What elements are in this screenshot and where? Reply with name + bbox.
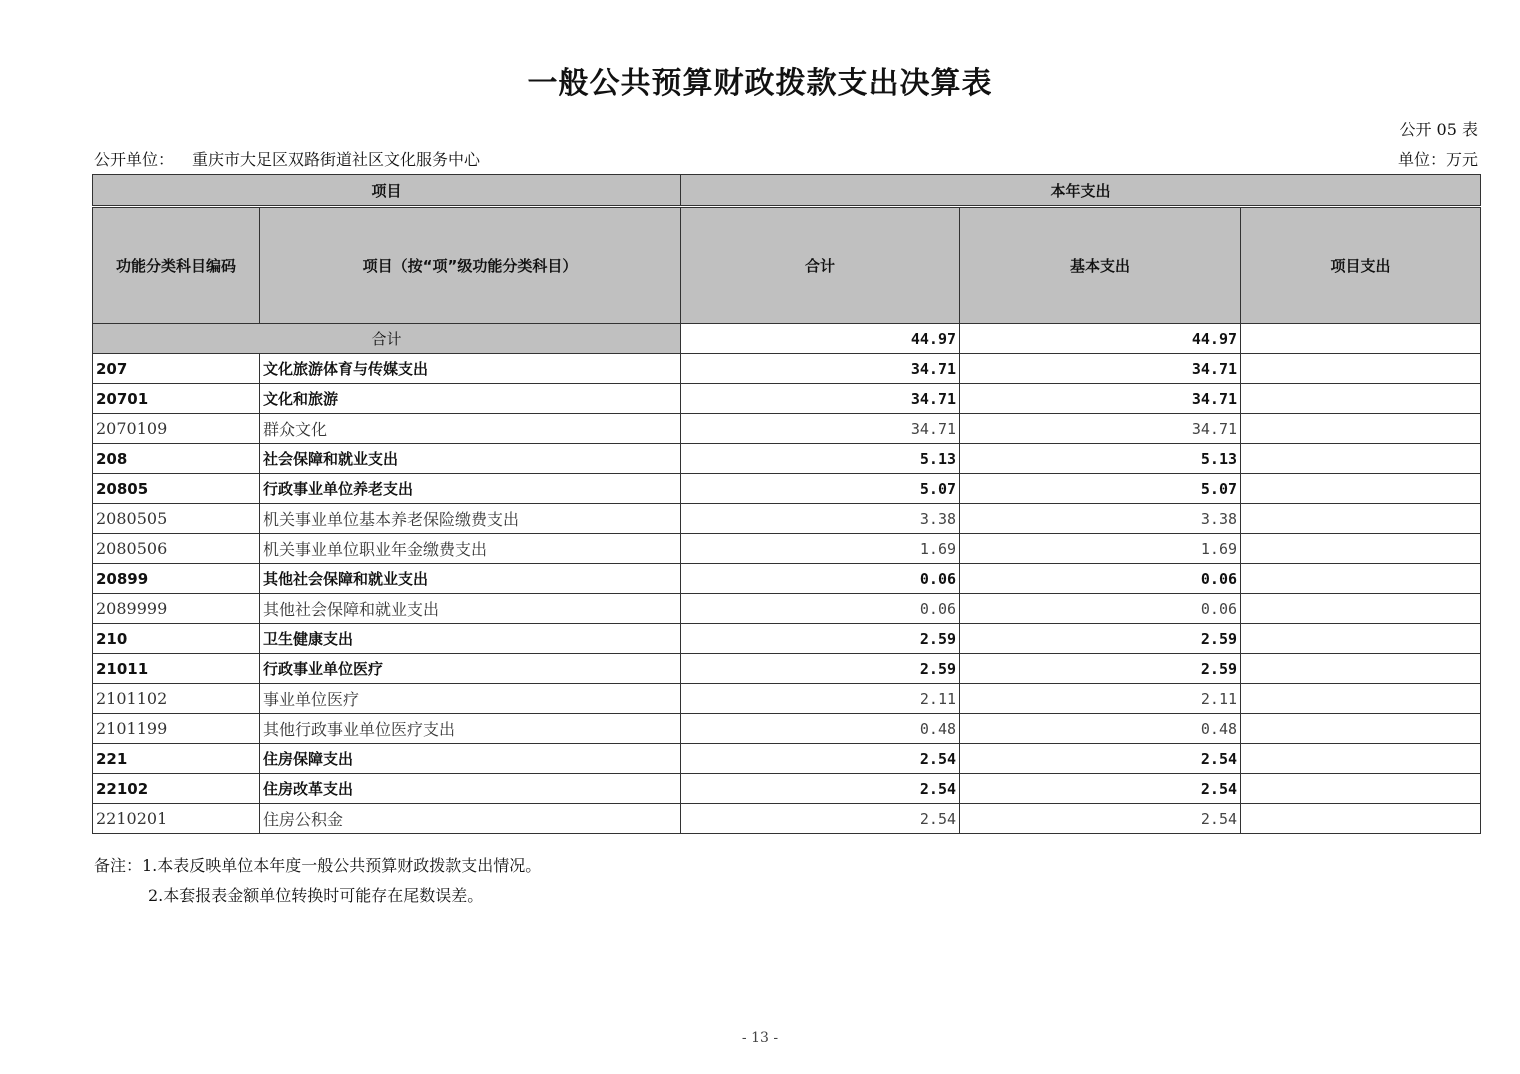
row-project — [1241, 714, 1481, 744]
row-name: 行政事业单位医疗 — [260, 654, 681, 684]
header-row-2 — [93, 207, 1481, 324]
row-code: 21011 — [93, 654, 260, 684]
row-total: 2.54 — [681, 774, 960, 804]
table-row — [93, 774, 1481, 804]
row-project — [1241, 684, 1481, 714]
header-basic: 基本支出 — [960, 207, 1241, 324]
row-name: 群众文化 — [260, 414, 681, 444]
row-basic: 0.06 — [960, 564, 1241, 594]
row-name: 事业单位医疗 — [260, 684, 681, 714]
row-total: 34.71 — [681, 354, 960, 384]
row-basic: 5.07 — [960, 474, 1241, 504]
row-name: 住房公积金 — [260, 804, 681, 834]
row-basic: 2.54 — [960, 804, 1241, 834]
row-total: 3.38 — [681, 504, 960, 534]
header-item-name: 项目（按“项”级功能分类科目） — [260, 207, 681, 324]
row-total: 1.69 — [681, 534, 960, 564]
row-name: 其他行政事业单位医疗支出 — [260, 714, 681, 744]
row-name: 行政事业单位养老支出 — [260, 474, 681, 504]
row-total: 0.06 — [681, 564, 960, 594]
row-project — [1241, 774, 1481, 804]
row-total: 34.71 — [681, 414, 960, 444]
table-row — [93, 384, 1481, 414]
table-row — [93, 534, 1481, 564]
row-code: 2101102 — [93, 684, 260, 714]
row-project — [1241, 654, 1481, 684]
row-basic: 2.59 — [960, 624, 1241, 654]
row-project — [1241, 534, 1481, 564]
row-basic: 3.38 — [960, 504, 1241, 534]
table-row — [93, 504, 1481, 534]
row-code: 20701 — [93, 384, 260, 414]
header-current-year: 本年支出 — [681, 175, 1481, 207]
row-total: 0.06 — [681, 594, 960, 624]
row-code: 210 — [93, 624, 260, 654]
header-total: 合计 — [681, 207, 960, 324]
row-total: 2.59 — [681, 654, 960, 684]
note-line-2: 2.本套报表金额单位转换时可能存在尾数误差。 — [148, 886, 484, 905]
table-row — [93, 564, 1481, 594]
row-name: 社会保障和就业支出 — [260, 444, 681, 474]
total-label: 合计 — [93, 324, 681, 354]
row-code: 2101199 — [93, 714, 260, 744]
table-row — [93, 414, 1481, 444]
row-code: 2080506 — [93, 534, 260, 564]
table-row — [93, 624, 1481, 654]
table-row — [93, 654, 1481, 684]
table-row — [93, 594, 1481, 624]
row-basic: 2.54 — [960, 744, 1241, 774]
row-basic: 0.06 — [960, 594, 1241, 624]
row-basic: 34.71 — [960, 384, 1241, 414]
total-amount: 44.97 — [681, 324, 960, 354]
row-project — [1241, 354, 1481, 384]
row-total: 5.13 — [681, 444, 960, 474]
form-number: 公开 05 表 — [1399, 120, 1478, 139]
row-code: 2089999 — [93, 594, 260, 624]
header-code: 功能分类科目编码 — [93, 207, 260, 324]
header-project-exp: 项目支出 — [1241, 207, 1481, 324]
reporting-unit-label: 公开单位： — [94, 150, 175, 169]
row-project — [1241, 504, 1481, 534]
row-code: 20805 — [93, 474, 260, 504]
total-basic: 44.97 — [960, 324, 1241, 354]
row-name: 其他社会保障和就业支出 — [260, 564, 681, 594]
row-total: 2.54 — [681, 744, 960, 774]
row-project — [1241, 804, 1481, 834]
row-name: 住房改革支出 — [260, 774, 681, 804]
currency-unit: 单位：万元 — [1397, 150, 1478, 169]
row-basic: 34.71 — [960, 414, 1241, 444]
row-total: 34.71 — [681, 384, 960, 414]
row-basic: 2.54 — [960, 774, 1241, 804]
row-basic: 2.11 — [960, 684, 1241, 714]
row-code: 208 — [93, 444, 260, 474]
row-name: 机关事业单位基本养老保险缴费支出 — [260, 504, 681, 534]
row-project — [1241, 594, 1481, 624]
row-code: 22102 — [93, 774, 260, 804]
row-project — [1241, 444, 1481, 474]
row-code: 2070109 — [93, 414, 260, 444]
row-basic: 1.69 — [960, 534, 1241, 564]
row-project — [1241, 564, 1481, 594]
table-row — [93, 714, 1481, 744]
row-name: 机关事业单位职业年金缴费支出 — [260, 534, 681, 564]
row-project — [1241, 474, 1481, 504]
note-line-1: 备注：1.本表反映单位本年度一般公共预算财政拨款支出情况。 — [94, 856, 542, 875]
row-basic: 0.48 — [960, 714, 1241, 744]
total-row — [93, 324, 1481, 354]
total-project — [1241, 324, 1481, 354]
row-name: 文化和旅游 — [260, 384, 681, 414]
expenditure-table — [92, 174, 1481, 834]
row-total: 0.48 — [681, 714, 960, 744]
row-project — [1241, 414, 1481, 444]
row-code: 2080505 — [93, 504, 260, 534]
table-row — [93, 354, 1481, 384]
notes — [94, 851, 541, 911]
table-row — [93, 444, 1481, 474]
row-total: 2.54 — [681, 804, 960, 834]
row-total: 5.07 — [681, 474, 960, 504]
table-row — [93, 684, 1481, 714]
row-code: 2210201 — [93, 804, 260, 834]
row-project — [1241, 624, 1481, 654]
row-basic: 34.71 — [960, 354, 1241, 384]
row-name: 文化旅游体育与传媒支出 — [260, 354, 681, 384]
page-title: 一般公共预算财政拨款支出决算表 — [527, 66, 993, 101]
row-name: 卫生健康支出 — [260, 624, 681, 654]
table-row — [93, 804, 1481, 834]
reporting-unit — [94, 147, 480, 170]
row-total: 2.11 — [681, 684, 960, 714]
row-basic: 2.59 — [960, 654, 1241, 684]
row-name: 住房保障支出 — [260, 744, 681, 774]
reporting-unit-name: 重庆市大足区双路街道社区文化服务中心 — [192, 150, 481, 169]
row-project — [1241, 744, 1481, 774]
table-row — [93, 474, 1481, 504]
row-code: 20899 — [93, 564, 260, 594]
header-row-1 — [93, 175, 1481, 207]
header-project: 项目 — [93, 175, 681, 207]
table-row — [93, 744, 1481, 774]
row-project — [1241, 384, 1481, 414]
row-basic: 5.13 — [960, 444, 1241, 474]
row-code: 221 — [93, 744, 260, 774]
row-code: 207 — [93, 354, 260, 384]
page-number: - 13 - — [741, 1030, 779, 1046]
row-total: 2.59 — [681, 624, 960, 654]
row-name: 其他社会保障和就业支出 — [260, 594, 681, 624]
